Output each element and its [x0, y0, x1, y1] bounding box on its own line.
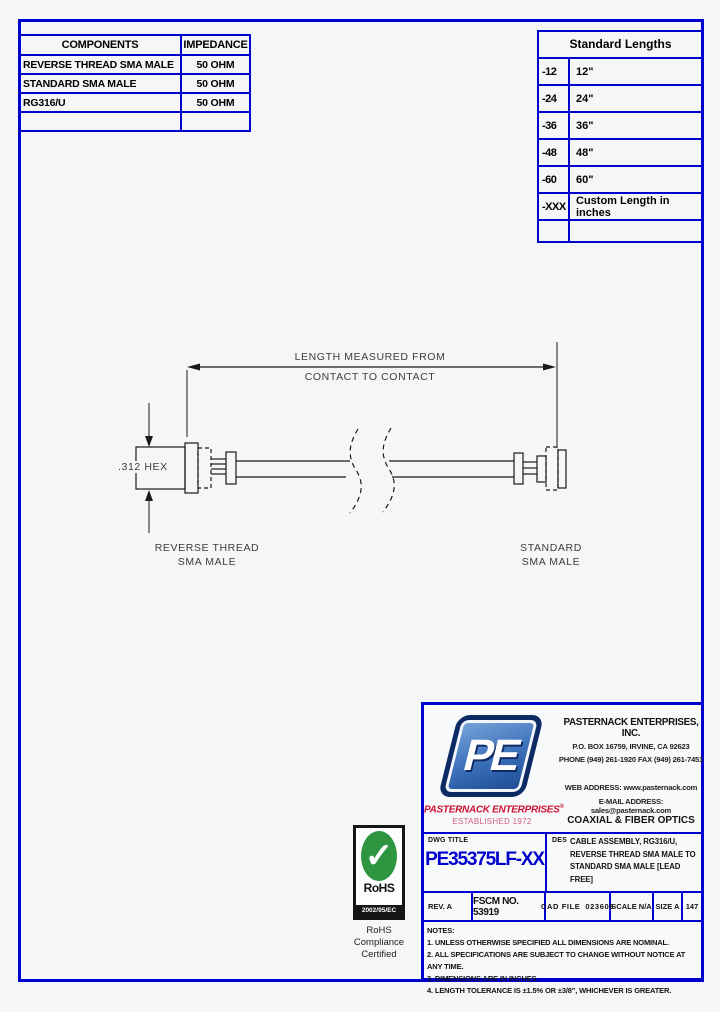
impedance-header-cell: IMPEDANCE	[183, 39, 248, 51]
left-connector-label-line2: SMA MALE	[177, 556, 237, 568]
table-row	[539, 219, 702, 241]
table-row	[20, 54, 249, 73]
right-connector-label-line2: SMA MALE	[521, 556, 581, 568]
component-cell: STANDARD SMA MALE	[20, 75, 182, 92]
component-cell: RG316/U	[20, 94, 182, 111]
length-value-cell: 36"	[576, 119, 594, 132]
components-table-header	[20, 36, 249, 54]
part-number: PE35375LF-XX	[425, 849, 544, 870]
fscm-cell: FSCM NO. 53919	[473, 893, 546, 920]
rohs-directive: 2002/95/EC	[356, 905, 402, 917]
sheet-cell: 147	[685, 902, 699, 911]
component-cell	[20, 113, 182, 130]
divider	[424, 832, 701, 834]
company-address: P.O. BOX 16759, IRVINE, CA 92623	[572, 742, 690, 751]
company-tagline: COAXIAL & FIBER OPTICS	[567, 815, 695, 826]
rohs-name: RoHS	[363, 881, 395, 895]
length-code-cell: -XXX	[539, 194, 570, 219]
length-code-cell: -60	[539, 167, 570, 192]
title-block	[421, 702, 704, 995]
right-connector-label	[491, 541, 611, 569]
company-phone: PHONE (949) 261-1920 FAX (949) 261-7451	[558, 755, 704, 764]
established-text: ESTABLISHED 1972	[452, 817, 532, 826]
standard-lengths-table	[537, 30, 704, 243]
table-row	[539, 111, 702, 138]
part-description: CABLE ASSEMBLY, RG316/U, REVERSE THREAD SMA MALE TO STANDARD SMA MALE [LEAD FREE]	[570, 837, 696, 884]
length-value-cell: 24"	[576, 92, 594, 105]
table-row	[20, 92, 249, 111]
impedance-cell: 50 OHM	[196, 58, 235, 71]
pe-logo-letters: PE	[458, 731, 524, 780]
dimension-note-line2: CONTACT TO CONTACT	[304, 371, 436, 383]
cad-file-label: CAD FILE	[540, 902, 581, 911]
notes-label: NOTES:	[427, 926, 455, 935]
length-code-cell: -24	[539, 86, 570, 111]
length-value-cell	[570, 221, 702, 241]
notes-section	[424, 923, 701, 999]
table-row	[20, 111, 249, 130]
rohs-caption-line3: Certified	[361, 949, 397, 960]
description-label: DES	[552, 837, 567, 844]
length-value-cell: 60"	[576, 173, 594, 186]
rohs-caption-line1: RoHS	[366, 925, 392, 936]
company-web: WEB ADDRESS: www.pasternack.com	[564, 783, 698, 792]
dwg-title-label: DWG TITLE	[428, 837, 469, 844]
length-value-cell: 12"	[576, 65, 594, 78]
note-item: 3. DIMENSIONS ARE IN INCHES.	[427, 974, 539, 983]
table-row	[539, 57, 702, 84]
cad-file-cell	[540, 893, 615, 920]
length-code-cell	[539, 221, 570, 241]
table-row	[539, 192, 702, 219]
length-value-cell: 48"	[576, 146, 594, 159]
table-row	[20, 73, 249, 92]
cad-file-value: 023606	[585, 902, 615, 911]
rev-cell: REV. A	[424, 893, 473, 920]
impedance-cell: 50 OHM	[196, 96, 235, 109]
standard-lengths-title: Standard Lengths	[569, 37, 672, 51]
components-table	[18, 34, 251, 132]
company-email: E-MAIL ADDRESS: sales@pasternack.com	[590, 797, 672, 815]
component-cell: REVERSE THREAD SMA MALE	[20, 56, 182, 73]
note-item: 2. ALL SPECIFICATIONS ARE SUBJECT TO CHANGE WITHOUT NOTICE AT ANY TIME.	[427, 950, 686, 971]
divider	[424, 920, 701, 922]
divider	[545, 834, 547, 891]
impedance-cell: 50 OHM	[196, 77, 235, 90]
note-item: 4. LENGTH TOLERANCE IS ±1.5% OR ±3/8", WHICHEVER IS GREATER.	[427, 986, 672, 995]
components-header-cell: COMPONENTS	[20, 36, 182, 54]
right-connector-label-line1: STANDARD	[520, 542, 582, 554]
dimension-note-line1: LENGTH MEASURED FROM	[294, 351, 446, 363]
length-code-cell: -12	[539, 59, 570, 84]
table-row	[539, 138, 702, 165]
rohs-caption-line2: Compliance	[353, 937, 405, 948]
left-connector-label	[147, 541, 267, 569]
revision-row	[424, 893, 701, 920]
note-item: 1. UNLESS OTHERWISE SPECIFIED ALL DIMENSIONS ARE NOMINAL.	[427, 938, 669, 947]
registered-mark: ®	[559, 804, 564, 810]
size-cell: SIZE A	[654, 893, 683, 920]
rohs-caption	[336, 925, 422, 961]
rohs-check-ellipse	[361, 831, 397, 881]
table-row	[539, 165, 702, 192]
hex-dimension-label: .312 HEX	[118, 461, 168, 473]
length-code-cell: -36	[539, 113, 570, 138]
left-connector-label-line1: REVERSE THREAD	[154, 542, 260, 554]
brand-text: PASTERNACK ENTERPRISES	[424, 804, 560, 816]
company-name: PASTERNACK ENTERPRISES, INC.	[563, 717, 699, 739]
length-value-cell: Custom Length in inches	[576, 194, 670, 219]
rohs-logo	[353, 825, 405, 920]
brand-name	[424, 804, 564, 816]
scale-cell: SCALE N/A	[611, 893, 654, 920]
check-icon: ✓	[364, 837, 394, 875]
length-code-cell: -48	[539, 140, 570, 165]
table-row	[539, 84, 702, 111]
pe-logo	[438, 715, 544, 797]
